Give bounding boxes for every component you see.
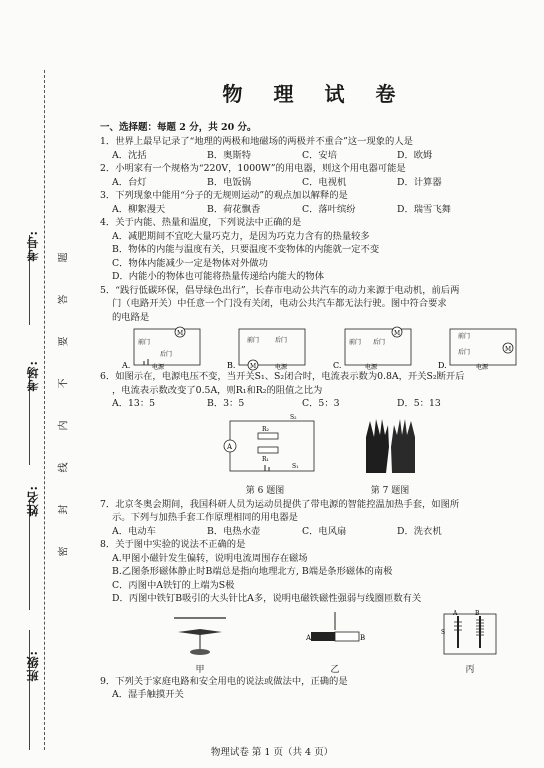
switch-label: 后门 — [457, 349, 470, 356]
circuit-c-diagram — [332, 326, 415, 371]
question-1-options — [100, 149, 530, 163]
circuit-figure-6 — [210, 413, 320, 479]
ammeter-symbol: A — [227, 442, 233, 451]
option: C．落叶缤纷 — [302, 203, 356, 215]
option: D．欧姆 — [397, 149, 433, 161]
switch-label: 前门 — [348, 339, 361, 346]
question-3-stem: 3．下列现象中能用“分子的无规则运动”的观点加以解释的是 — [100, 190, 348, 201]
option: C．5：3 — [302, 398, 340, 409]
motor-symbol: M — [177, 330, 184, 337]
option: D．计算器 — [397, 176, 442, 188]
figure-caption: 丙 — [465, 664, 475, 675]
option: A．湿手触摸开关 — [112, 689, 184, 700]
switch-label: S₂ — [290, 413, 297, 421]
question-5-circuits — [100, 324, 530, 370]
figure-6 — [210, 413, 320, 496]
switch-label: S₁ — [292, 462, 299, 470]
magnet-end-label: A — [306, 633, 312, 642]
switch-label: 后门 — [160, 351, 173, 358]
circuit-letter: A. — [122, 361, 131, 370]
figure-caption: 甲 — [195, 664, 205, 675]
question-6-stem-cont: ，电流表示数改变了0.5A，则R₁和R₂的阻值之比为 — [112, 384, 323, 396]
circuit-a-diagram — [124, 326, 204, 370]
figure-yi — [305, 610, 365, 675]
motor-symbol: M — [504, 346, 512, 353]
question-5-stem: 5．“践行低碳环保，倡导绿色出行”，长春市电动公共汽车的动力来源于电动机，前后两 — [100, 284, 460, 296]
magnet-end-label: B — [360, 633, 366, 642]
question-3-options — [100, 203, 530, 217]
seal-char: 要 — [58, 336, 70, 347]
circuit-letter: C. — [332, 361, 342, 370]
option: A．减肥期间不宜吃大量巧克力，是因为巧克力含有的热量较多 — [112, 230, 370, 242]
switch-label: S — [441, 628, 446, 636]
option: B．物体的内能与温度有关，只要温度不变物体的内能就一定不变 — [112, 244, 380, 255]
option: C．物体内能减少一定是物体对外做功 — [112, 257, 268, 269]
seal-char: 线 — [58, 462, 70, 473]
option: D．瑞雪飞舞 — [397, 203, 451, 215]
circuit-letter: B. — [227, 361, 236, 370]
seal-char: 密 — [58, 546, 70, 557]
option: B．3：5 — [207, 398, 245, 409]
switch-label: 前门 — [457, 333, 470, 340]
option: C．电视机 — [302, 176, 347, 188]
question-7-stem-cont: 示。下列与加热手套工作原理相同的用电器是 — [112, 512, 298, 523]
resistor-label: R₂ — [262, 425, 269, 433]
option: C．丙图中A铁钉的上端为S极 — [112, 579, 235, 591]
nail-label: A — [453, 609, 458, 617]
figure-8-row — [100, 606, 530, 675]
option: A．13：5 — [112, 398, 156, 409]
resistor-label: R₁ — [262, 455, 269, 463]
page-title: 物 理 试 卷 — [222, 82, 408, 106]
circuit-d-diagram — [437, 326, 520, 371]
figures-6-7 — [100, 413, 530, 496]
question-6-options — [100, 397, 530, 411]
switch-label: 后门 — [275, 337, 288, 344]
option: C．安培 — [302, 149, 338, 161]
question-5-stem-cont: 门（电路开关）中任意一个门没有关闭，电动公共汽车都无法行驶。图中符合要求 — [112, 298, 447, 309]
question-2-options — [100, 176, 530, 190]
power-label: 电源 — [275, 364, 288, 371]
question-6-stem: 6．如图示在，电源电压不变，当开关S₁、S₂闭合时，电流表示数为0.8A，开关S₂断开后 — [100, 371, 465, 382]
name-label: 姓名: — [26, 485, 40, 517]
option: A．台灯 — [112, 176, 147, 188]
option: D．丙图中铁钉B吸引的大头针比A多，说明电磁铁磁性强弱与线圈匝数有关 — [112, 593, 422, 604]
switch-label: 后门 — [372, 339, 385, 346]
question-7-stem: 7．北京冬奥会期间，我国科研人员为运动员提供了带电源的智能控温加热手套，如图所 — [100, 498, 460, 510]
option: D．洗衣机 — [397, 525, 442, 537]
power-label: 电源 — [364, 364, 377, 371]
option: D．内能小的物体也可能将热量传递给内能大的物体 — [112, 271, 324, 282]
option: A.甲图小磁针发生偏转，说明电流周围存在磁场 — [112, 552, 308, 564]
option: B．电热水壶 — [207, 525, 261, 537]
power-label: 电源 — [152, 364, 165, 371]
nail-label: B — [475, 609, 480, 617]
option: B．奥斯特 — [207, 149, 252, 161]
seal-char: 内 — [58, 420, 70, 431]
question-5-stem-cont: 的电路是 — [112, 311, 150, 323]
option: A．柳絮漫天 — [112, 203, 166, 215]
question-4-stem: 4．关于内能、热量和温度，下列说法中正确的是 — [100, 217, 302, 228]
figure-caption: 第 6 题图 — [245, 485, 285, 496]
figure-caption: 第 7 题图 — [370, 485, 410, 496]
seal-dashed-line — [44, 70, 45, 750]
option: A．沈括 — [112, 149, 147, 161]
question-1-stem: 1．世界上最早记录了“地理的两极和地磁场的两极并不重合”这一现象的人是 — [100, 136, 413, 147]
option: D．5：13 — [397, 398, 441, 409]
switch-label: 前门 — [138, 339, 151, 346]
bar-magnet-figure — [305, 610, 365, 658]
gloves-figure — [360, 413, 420, 479]
power-label: 电源 — [475, 364, 488, 371]
class-line — [29, 630, 30, 750]
option: B．荷花飘香 — [207, 203, 261, 215]
exam-content — [100, 78, 530, 702]
room-label: 考场: — [26, 360, 40, 392]
option: A．电动车 — [112, 525, 156, 537]
question-8-stem: 8．关于图中实验的说法不正确的是 — [100, 539, 246, 550]
figure-caption: 乙 — [330, 664, 340, 675]
figure-bing — [440, 610, 500, 675]
class-label: 班级: — [26, 650, 40, 682]
electromagnet-figure — [440, 610, 500, 658]
section-heading: 一、选择题：每题 2 分，共 20 分。 — [100, 122, 257, 133]
seal-char: 封 — [58, 504, 70, 515]
seal-char: 答 — [58, 294, 70, 305]
figure-jia — [170, 610, 230, 675]
name-line — [29, 500, 30, 610]
question-7-options — [100, 525, 530, 539]
compass-wire-figure — [170, 610, 230, 658]
page-footer: 物理试卷 第 1 页（共 4 页） — [210, 747, 334, 758]
switch-label: 前门 — [247, 337, 260, 344]
circuit-b-diagram — [229, 326, 309, 370]
option: B.乙图条形磁体静止时B端总是指向地理北方, B端是条形磁体的南极 — [112, 566, 393, 577]
option: C．电风扇 — [302, 525, 347, 537]
seal-char: 不 — [58, 378, 70, 389]
seal-char: 题 — [58, 252, 70, 263]
motor-symbol: M — [393, 330, 400, 337]
question-9-stem: 9．下列关于家庭电路和安全用电的说法或做法中，正确的是 — [100, 675, 348, 687]
circuit-letter: D. — [437, 361, 447, 370]
question-2-stem: 2．小明家有一个规格为“220V，1000W”的用电器，则这个用电器可能是 — [100, 163, 406, 174]
option: B．电饭锅 — [207, 176, 252, 188]
exam-no-label: 考号: — [26, 230, 40, 262]
motor-symbol: M — [250, 363, 257, 370]
figure-7 — [360, 413, 420, 496]
binding-margin — [0, 60, 88, 760]
